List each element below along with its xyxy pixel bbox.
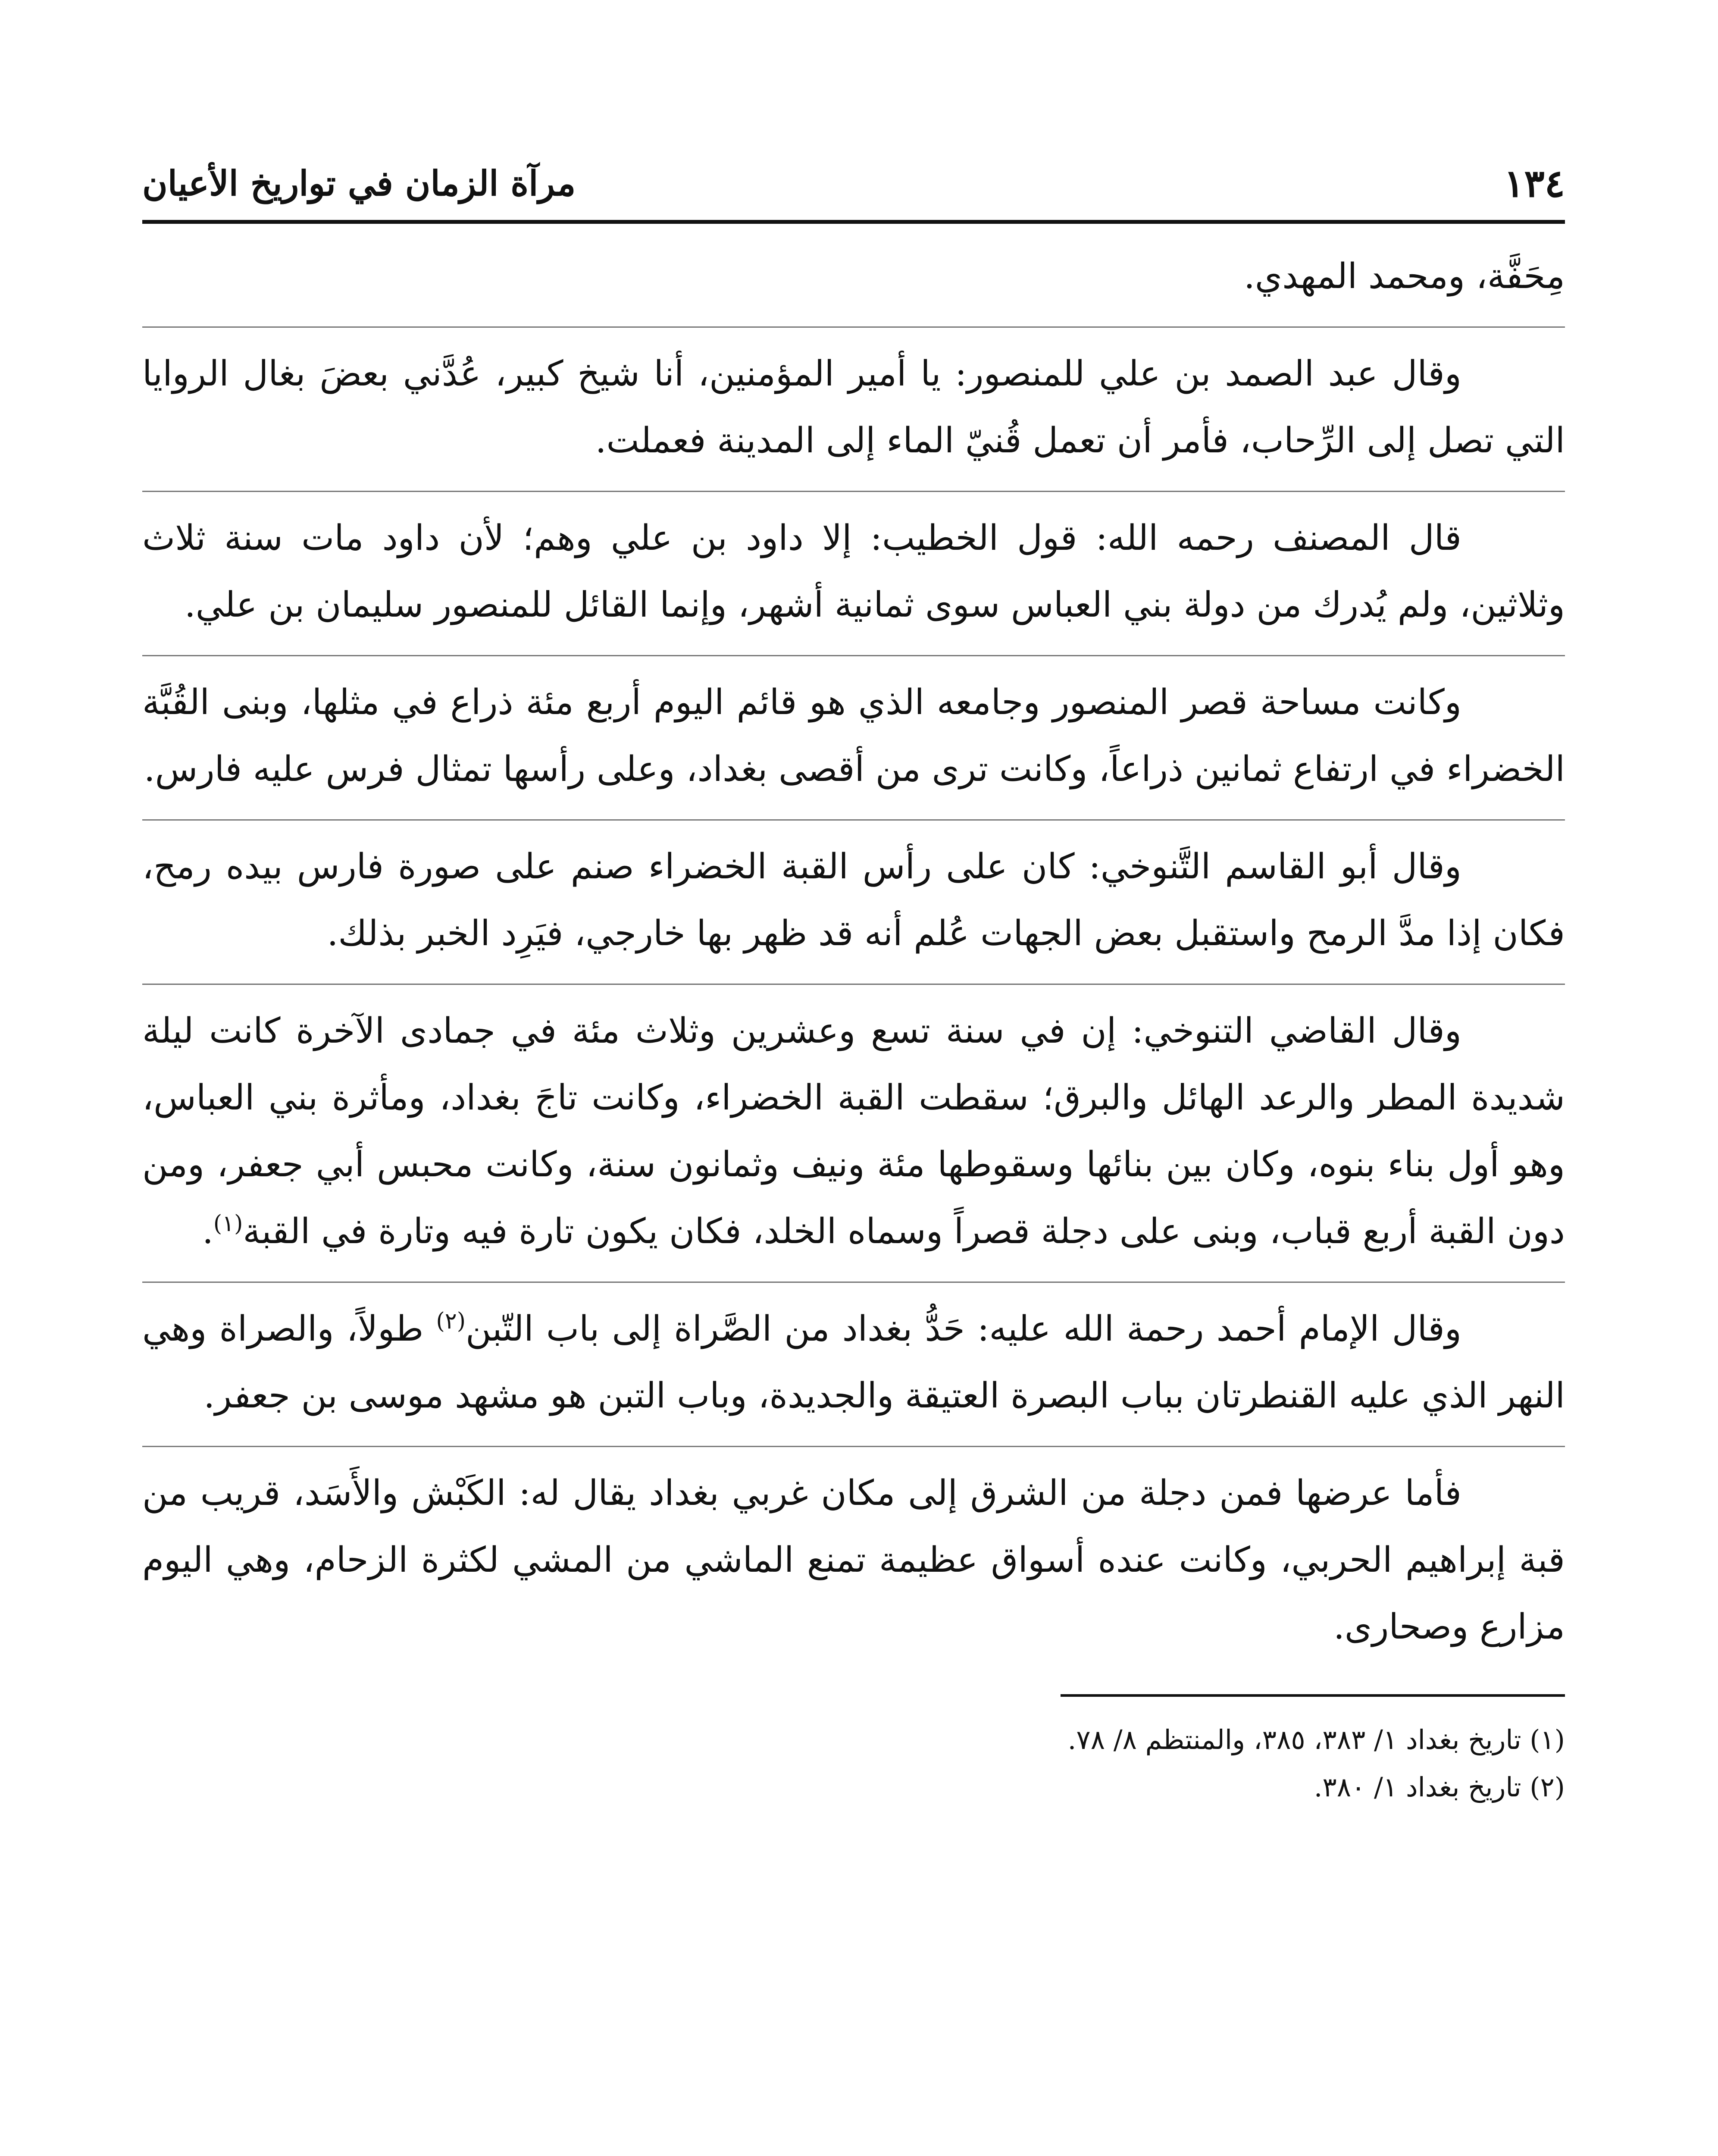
page-header — [142, 155, 1565, 224]
document-page — [142, 155, 1565, 2156]
body-text — [142, 243, 1565, 1677]
paragraph-4: وكانت مساحة قصر المنصور وجامعه الذي هو قائم اليوم أربع مئة ذراع في مثلها، وبنى القُبَّة الخضراء في ارتفاع ثمانين ذراعاً، وكانت ترى من أقصى بغداد، وعلى رأسها تمثال فرس عليه فارس. — [142, 669, 1565, 821]
paragraph-6: وقال القاضي التنوخي: إن في سنة تسع وعشرين وثلاث مئة في جمادى الآخرة كانت ليلة شديدة المطر والرعد الهائل والبرق؛ سقطت القبة الخضراء، وكانت تاجَ بغداد، ومأثرة بني العباس، وهو أول بناء بنوه، وكان بين بنائها وسقوطها مئة ونيف وثمانون سنة، وكانت محبس أبي جعفر، ومن دون القبة أربع قباب، وبنى على دجلة قصراً وسماه الخلد، فكان يكون تارة فيه وتارة في القبة$^{(١)}$. — [142, 998, 1565, 1283]
footnote-divider — [1061, 1694, 1565, 1697]
footnote-ref-1: (١) — [213, 1211, 243, 1237]
paragraph-3: قال المصنف رحمه الله: قول الخطيب: إلا داود بن علي وهم؛ لأن داود مات سنة ثلاث وثلاثين، ولم يُدرك من دولة بني العباس سوى ثمانية أشهر، وإنما القائل للمنصور سليمان بن علي. — [142, 505, 1565, 656]
paragraph-5: وقال أبو القاسم التَّنوخي: كان على رأس القبة الخضراء صنم على صورة فارس بيده رمح، فكان إذا مدَّ الرمح واستقبل بعض الجهات عُلم أنه قد ظهر بها خارجي، فيَرِد الخبر بذلك. — [142, 834, 1565, 985]
footnote-2: (٢) تاريخ بغداد ١/ ٣٨٠. — [1314, 1771, 1565, 1803]
running-title: مرآة الزمان في تواريخ الأعيان — [142, 163, 576, 204]
paragraph-2: وقال عبد الصمد بن علي للمنصور: يا أمير المؤمنين، أنا شيخ كبير، عُدَّني بعضَ بغال الروايا التي تصل إلى الرِّحاب، فأمر أن تعمل قُنيّ الماء إلى المدينة فعملت. — [142, 341, 1565, 492]
paragraph-8: فأما عرضها فمن دجلة من الشرق إلى مكان غربي بغداد يقال له: الكَبْش والأَسَد، قريب من قبة إبراهيم الحربي، وكانت عنده أسواق عظيمة تمنع الماشي من المشي لكثرة الزحام، وهي اليوم مزارع وصحارى. — [142, 1473, 1565, 1647]
footnote-ref-2: (٢) — [436, 1308, 466, 1334]
footnote-1: (١) تاريخ بغداد ١/ ٣٨٣، ٣٨٥، والمنتظم ٨/ ٧٨. — [1067, 1724, 1565, 1755]
paragraph-7: وقال الإمام أحمد رحمة الله عليه: حَدُّ بغداد من الصَّراة إلى باب التّبن$^{(٢)}$ طولاً، والصراة وهي النهر الذي عليه القنطرتان بباب البصرة العتيقة والجديدة، وباب التبن هو مشهد موسى بن جعفر. — [142, 1296, 1565, 1447]
paragraph-1: مِحَفَّة، ومحمد المهدي. — [142, 243, 1565, 328]
footnotes — [142, 1716, 1565, 1811]
page-number: ١٣٤ — [1504, 161, 1565, 206]
